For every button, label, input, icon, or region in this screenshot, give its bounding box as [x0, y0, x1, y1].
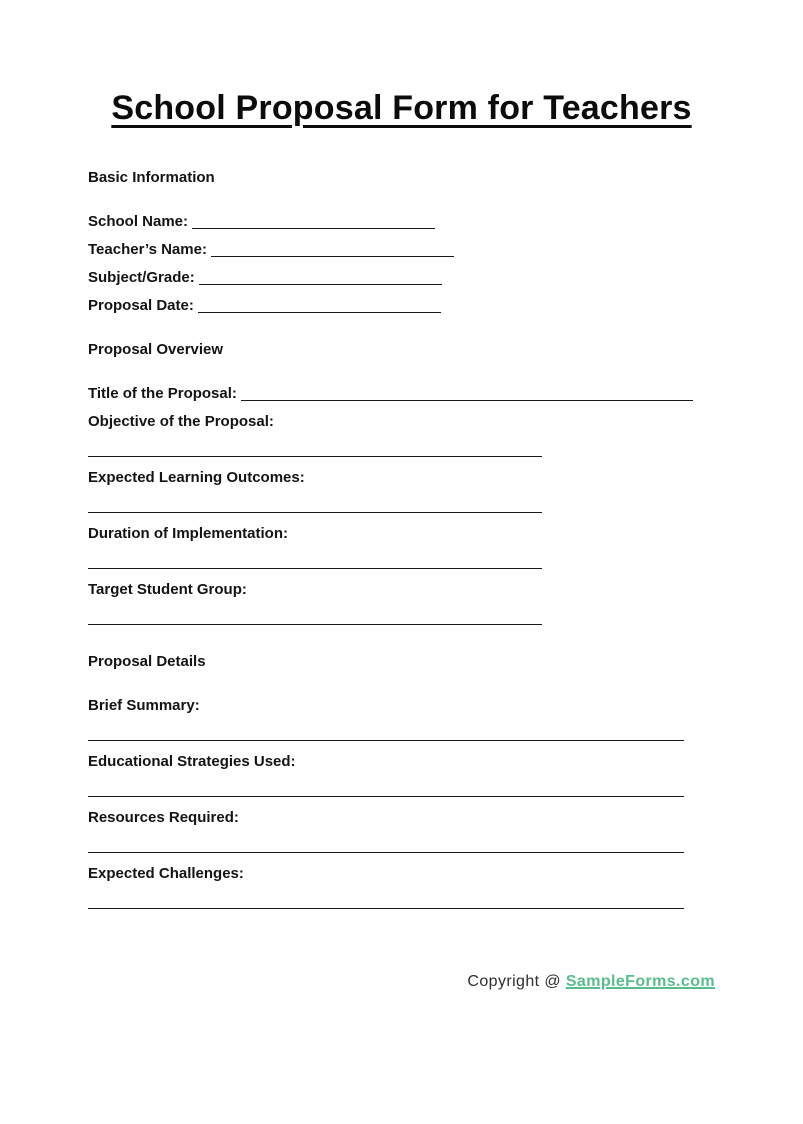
field-resources-required [88, 804, 715, 832]
target-student-group-blank-line [88, 623, 542, 625]
target-student-group-line-row [88, 604, 715, 632]
subject-grade-label: Subject/Grade: [88, 269, 195, 286]
educational-strategies-used-blank-line [88, 795, 684, 797]
objective-of-proposal-line-row [88, 436, 715, 464]
field-proposal-date [88, 292, 715, 320]
expected-learning-outcomes-line-row [88, 492, 715, 520]
school-name-label: School Name: [88, 213, 189, 230]
section-heading-proposal-overview: Proposal Overview [88, 341, 224, 358]
field-target-student-group [88, 576, 715, 604]
proposal-date-label: Proposal Date: [88, 297, 194, 314]
target-student-group-label: Target Student Group: [88, 581, 247, 598]
school-name-blank-line [192, 227, 435, 229]
expected-learning-outcomes-label: Expected Learning Outcomes: [88, 469, 305, 486]
field-teachers-name [88, 236, 715, 264]
section-heading-basic-information: Basic Information [88, 169, 215, 186]
objective-of-proposal-blank-line [88, 455, 542, 457]
duration-of-implementation-label: Duration of Implementation: [88, 525, 288, 542]
field-school-name [88, 208, 715, 236]
duration-of-implementation-blank-line [88, 567, 542, 569]
field-objective-of-proposal [88, 408, 715, 436]
copyright-text: Copyright @ [467, 973, 561, 990]
teachers-name-label: Teacher’s Name: [88, 241, 207, 258]
field-duration-of-implementation [88, 520, 715, 548]
footer [88, 968, 715, 996]
field-brief-summary [88, 692, 715, 720]
document-page [0, 88, 803, 1124]
brief-summary-blank-line [88, 739, 684, 741]
field-educational-strategies-used [88, 748, 715, 776]
proposal-date-blank-line [198, 311, 441, 313]
field-title-of-proposal [88, 380, 715, 408]
resources-required-blank-line [88, 851, 684, 853]
educational-strategies-used-label: Educational Strategies Used: [88, 753, 296, 770]
duration-of-implementation-line-row [88, 548, 715, 576]
expected-challenges-label: Expected Challenges: [88, 865, 244, 882]
field-expected-challenges [88, 860, 715, 888]
field-subject-grade [88, 264, 715, 292]
field-expected-learning-outcomes [88, 464, 715, 492]
objective-of-proposal-label: Objective of the Proposal: [88, 413, 274, 430]
page-title: School Proposal Form for Teachers [111, 89, 692, 127]
title-of-proposal-label: Title of the Proposal: [88, 385, 237, 402]
teachers-name-blank-line [211, 255, 454, 257]
expected-learning-outcomes-blank-line [88, 511, 542, 513]
sampleforms-link[interactable]: SampleForms.com [565, 973, 715, 990]
title-of-proposal-blank-line [241, 399, 693, 401]
resources-required-label: Resources Required: [88, 809, 239, 826]
subject-grade-blank-line [199, 283, 442, 285]
expected-challenges-blank-line [88, 907, 684, 909]
section-heading-proposal-details: Proposal Details [88, 653, 206, 670]
expected-challenges-line-row [88, 888, 715, 916]
brief-summary-label: Brief Summary: [88, 697, 200, 714]
educational-strategies-used-line-row [88, 776, 715, 804]
brief-summary-line-row [88, 720, 715, 748]
resources-required-line-row [88, 832, 715, 860]
